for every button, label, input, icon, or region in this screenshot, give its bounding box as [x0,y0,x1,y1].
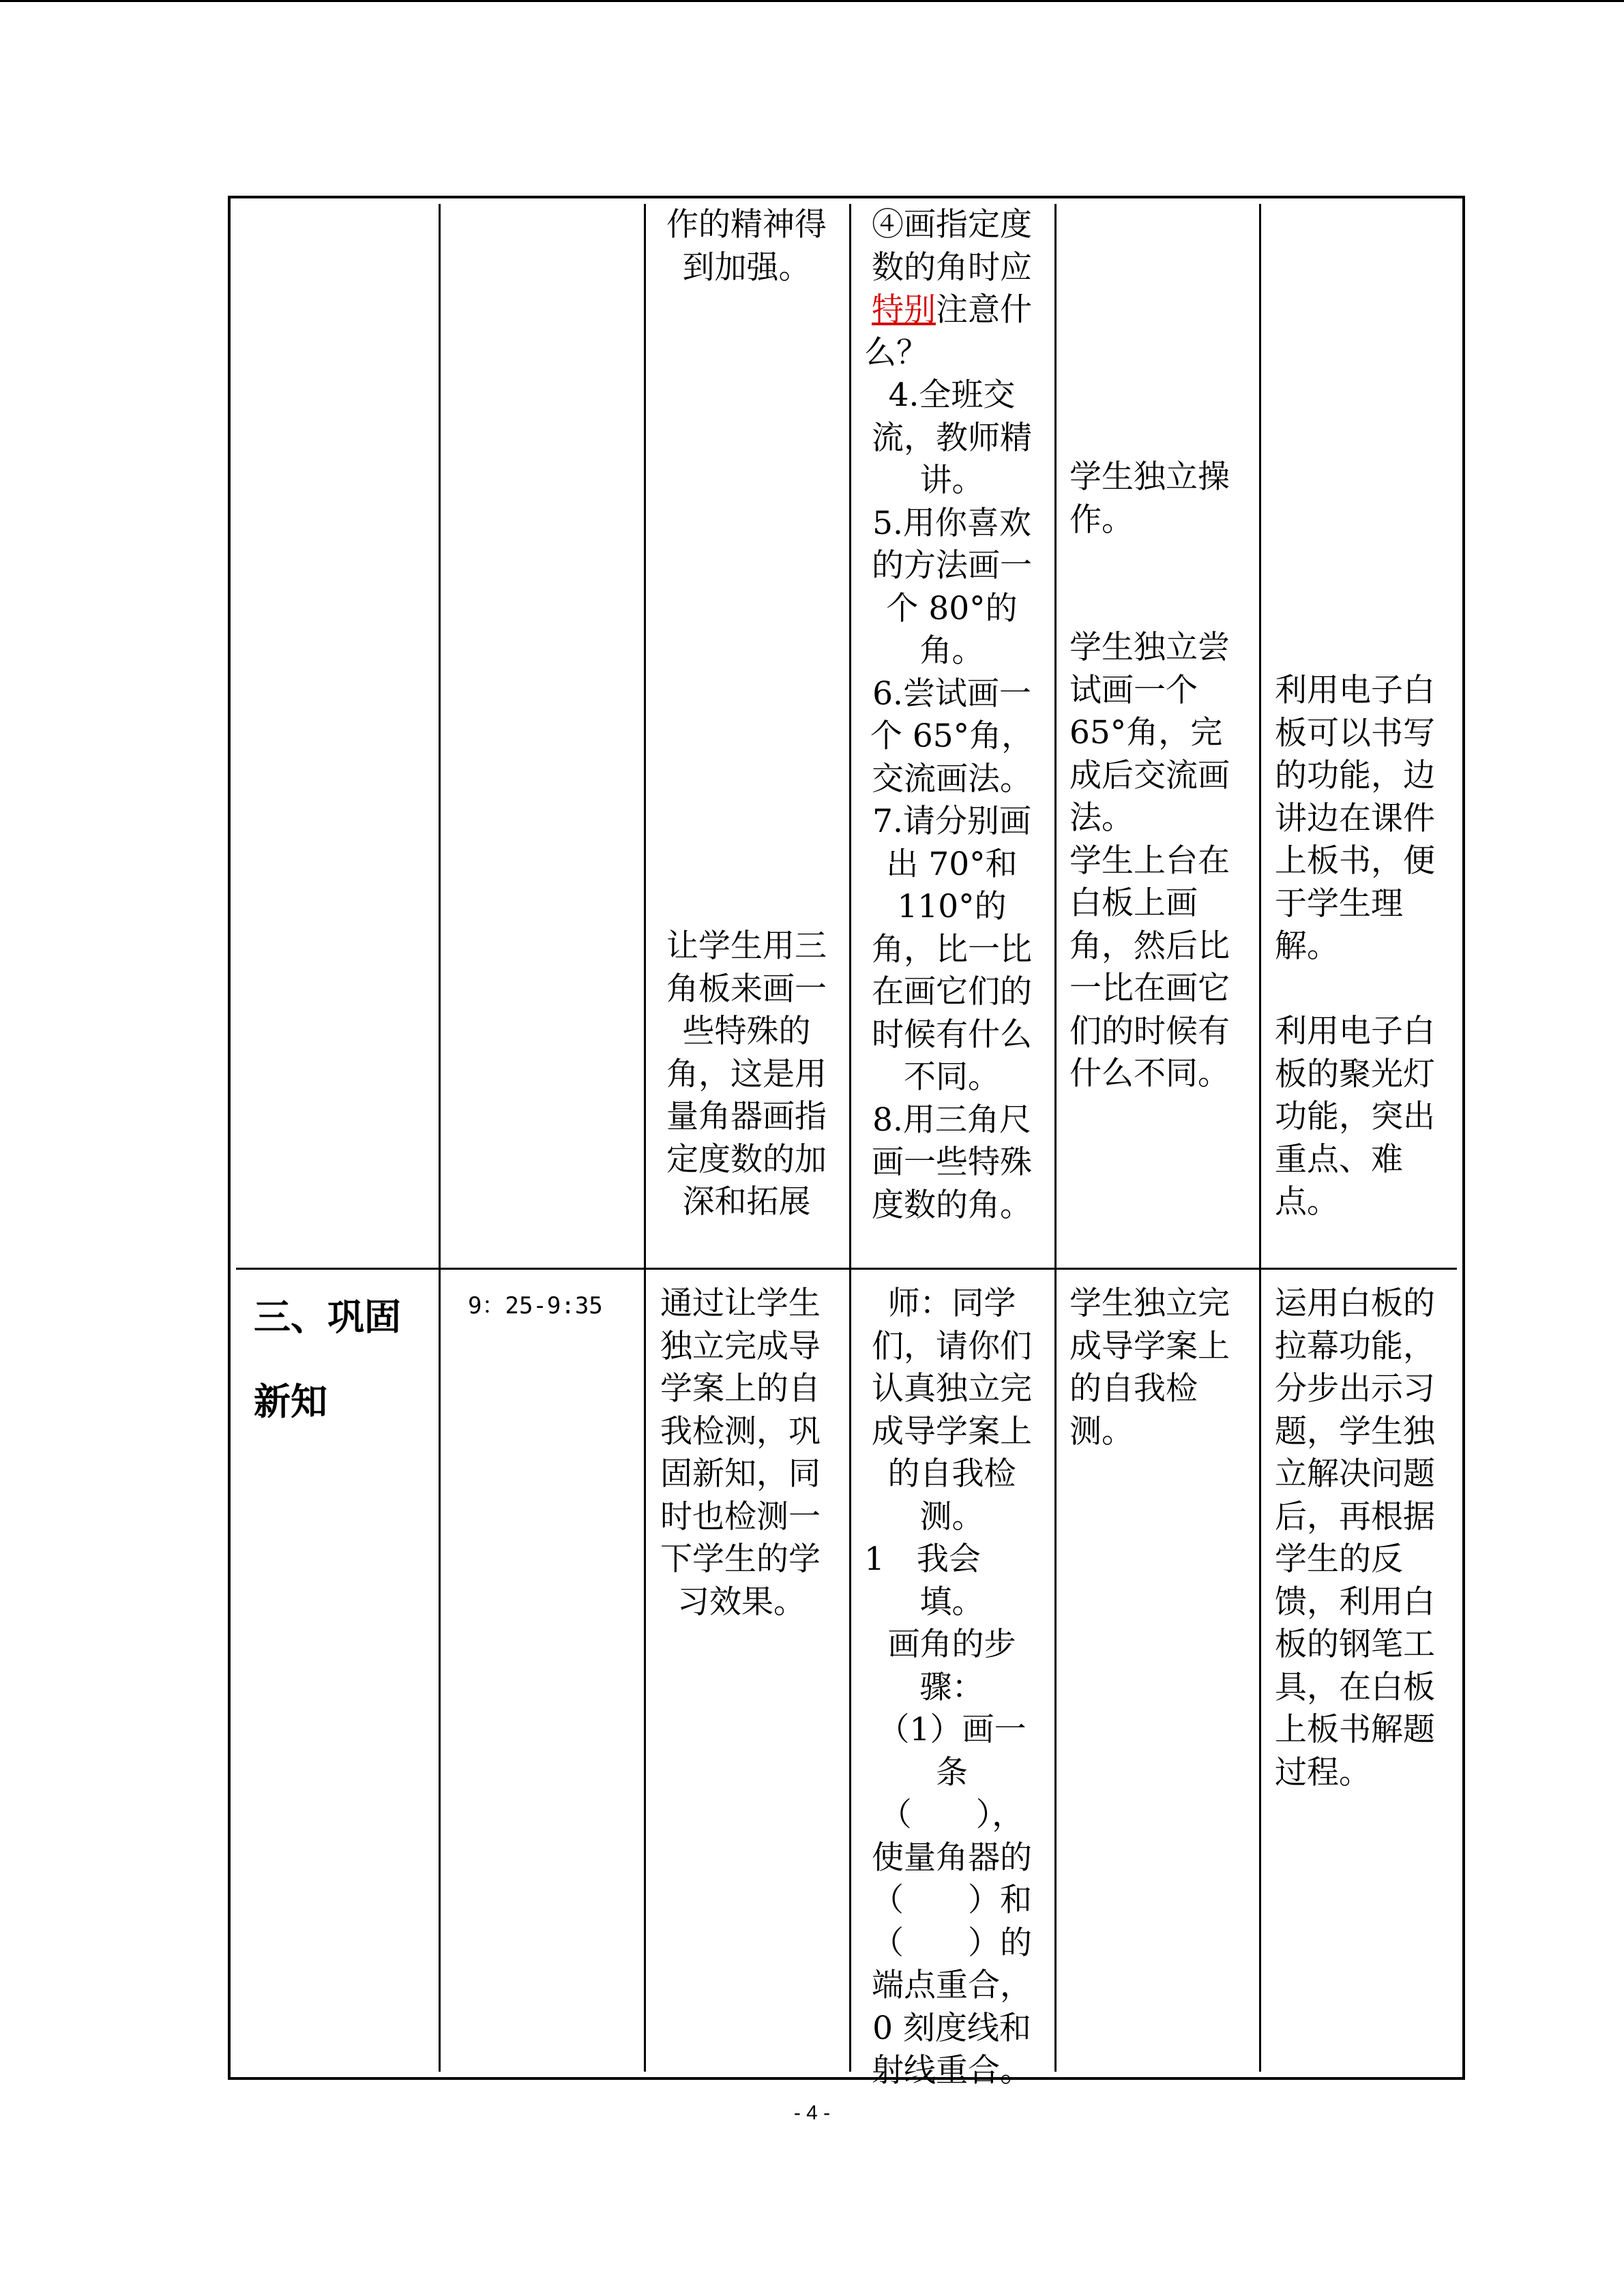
cell-line: 学生上台在 [1069,841,1230,880]
cell-line: ④画指定度 [872,206,1032,243]
cell-line: 4.全班交 [888,376,1016,414]
cell-line: 试画一个 [1069,671,1198,709]
cell-line: 学生独立操 [1069,458,1230,496]
cell-line: 时也检测一 [660,1497,821,1536]
cell-line: 板的钢笔工 [1275,1626,1435,1663]
cell-line: 我检测，巩 [660,1412,821,1450]
cell-line: 5.用你喜欢 [872,504,1031,542]
cell-line: 角，然后比 [1069,927,1230,965]
cell-line: 0 刻度线和 [872,2009,1031,2047]
cell-line: 点。 [1275,1183,1339,1221]
cell-line: 定度数的加 [666,1140,827,1178]
cell-line: 学生独立尝 [1069,629,1230,666]
cell-line: 65°角，完 [1069,714,1223,751]
teacher-activity-cell-top [849,204,1054,1227]
cell-line: 固新知，同 [660,1455,821,1493]
cell-line: 深和拓展 [682,1183,811,1221]
cell-line-emphasis [849,289,1054,332]
cell-text: 注意什 [936,291,1032,329]
cell-line: 利用电子白 [1275,1013,1435,1050]
cell-line: 个 80°的 [886,589,1018,627]
tech-use-cell-bottom [1275,1283,1435,1794]
cell-line: 8.用三角尺 [872,1101,1031,1139]
cell-line: 们的时候有 [1069,1012,1230,1050]
cell-line: 量角器画指 [666,1098,827,1135]
cell-line: 么？ [864,333,928,372]
cell-line: 作。 [1069,501,1134,539]
top-border-line [0,0,1624,2]
cell-line: 角板来画一 [666,970,827,1008]
cell-line: 让学生用三 [666,927,827,965]
goal-cell-top-extension [644,925,849,1224]
column-divider [439,204,441,2072]
cell-line: 师：同学 [887,1285,1016,1322]
cell-line: 成后交流画 [1069,756,1230,794]
cell-line: 题，学生独 [1275,1412,1435,1450]
cell-line: 通过让学生 [660,1285,821,1322]
cell-line: 画一些特殊 [872,1144,1032,1181]
student-activity-cell-top [1069,456,1230,1096]
cell-line: 学生独立完 [1069,1285,1230,1322]
cell-line: 使量角器的 [872,1838,1032,1877]
cell-line: 作的精神得 [666,206,827,243]
cell-line: 分步出示习 [1275,1370,1435,1407]
cell-line: 1 我会 [864,1540,981,1578]
cell-line: （ ）和 [872,1881,1032,1919]
cell-line: 习效果。 [677,1583,806,1621]
table-inner [236,204,1457,2089]
cell-line: 不同。 [904,1058,1000,1096]
cell-line: 讲边在课件 [1275,799,1435,837]
emphasis-text: 特别 [872,291,936,329]
cell-line: 们，请你们 [872,1327,1032,1365]
cell-line: 板的聚光灯 [1275,1055,1435,1093]
column-divider [1259,204,1261,2072]
cell-line: 成导学案上 [872,1412,1032,1450]
cell-line: 成导学案上 [1069,1327,1230,1365]
cell-line: （ ）， [879,1796,1024,1834]
cell-line: 流，教师精 [872,419,1032,457]
cell-line: 些特殊的 [682,1013,811,1050]
cell-line: 画角的步 [887,1626,1016,1663]
cell-line: （1）画一 [877,1711,1027,1748]
cell-line: 白板上画 [1069,884,1198,922]
cell-line: 的方法画一 [872,547,1032,584]
cell-line: 学案上的自 [660,1370,821,1407]
cell-line: 立解决问题 [1275,1455,1435,1493]
cell-line: 交流画法。 [872,760,1032,798]
goal-cell-bottom [660,1283,821,1624]
cell-line [1069,584,1230,627]
cell-line: 功能，突出 [1275,1098,1435,1135]
page-number: - 4 - [793,2102,831,2124]
cell-line: 骤： [919,1668,984,1706]
cell-line: 下学生的学 [660,1540,821,1578]
time-range: 9：25-9:35 [468,1292,603,1320]
cell-line [1275,968,1435,1011]
cell-line: 一比在画它 [1069,970,1230,1007]
cell-line: 出 70°和 [886,845,1018,883]
cell-line: 拉幕功能， [1275,1327,1435,1365]
cell-line: 条 [936,1753,968,1791]
column-divider [1054,204,1057,2072]
cell-line: 个 65°角， [870,717,1034,755]
cell-line: 的自我检 [887,1455,1016,1493]
teacher-activity-cell-bottom [849,1283,1054,2093]
row-divider [236,1268,1457,1270]
cell-line: 到加强。 [682,248,811,286]
cell-line: 法。 [1069,799,1134,837]
section-title-line2: 新知 [254,1380,327,1423]
cell-line: 认真独立完 [872,1370,1032,1407]
section-title-line1: 三、巩固 [254,1296,401,1339]
cell-line [1069,541,1230,584]
cell-line: 7.请分别画 [872,803,1031,840]
cell-line: 测。 [919,1497,984,1536]
cell-line: 运用白板的 [1275,1285,1435,1322]
cell-line: 射线重合。 [872,2052,1032,2089]
cell-line: 时候有什么 [872,1015,1032,1054]
cell-line: 利用电子白 [1275,672,1435,709]
cell-line: 独立完成导 [660,1327,821,1365]
cell-line: 馈，利用白 [1275,1583,1435,1621]
cell-line: 在画它们的 [872,973,1032,1011]
cell-line: 填。 [919,1583,984,1621]
cell-line: 110°的 [897,888,1007,925]
cell-line: 的功能，边 [1275,757,1435,794]
cell-line: 学生的反 [1275,1540,1403,1578]
cell-line: （ ）的 [872,1924,1032,1962]
cell-line: 测。 [1069,1412,1134,1450]
cell-line: 具，在白板 [1275,1668,1435,1706]
cell-line: 什么不同。 [1069,1055,1230,1092]
cell-line: 上板书解题 [1275,1711,1435,1748]
cell-line: 数的角时应 [872,248,1032,286]
cell-line: 角。 [919,632,984,670]
lesson-plan-table [228,196,1465,2089]
cell-line: 讲。 [919,462,984,499]
tech-use-cell-top [1275,670,1435,1224]
student-activity-cell-bottom [1069,1283,1230,1453]
cell-line: 角，这是用 [666,1055,827,1093]
cell-line: 上板书，便 [1275,842,1435,880]
cell-line: 重点、难 [1275,1140,1403,1178]
cell-line: 于学生理 [1275,884,1403,923]
cell-line: 后，再根据 [1275,1497,1435,1536]
cell-line: 的自我检 [1069,1370,1198,1407]
cell-line: 板可以书写 [1275,714,1435,752]
goal-cell-top [644,204,849,289]
cell-line: 角，比一比 [872,930,1032,968]
cell-line: 过程。 [1275,1753,1371,1791]
cell-line: 度数的角。 [872,1186,1032,1224]
cell-line: 解。 [1275,927,1339,965]
cell-line: 端点重合， [872,1967,1032,2004]
cell-line: 6.尝试画一 [872,674,1031,713]
